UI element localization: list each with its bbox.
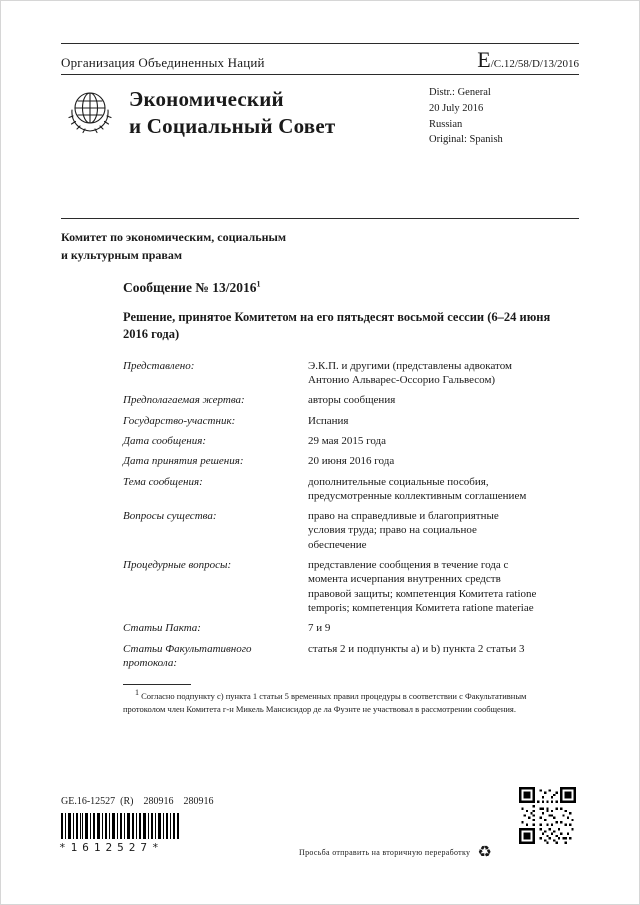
- committee-name-line1: Комитет по экономическим, социальным: [61, 230, 287, 244]
- footnote-text: Согласно подпункту c) пункта 1 статьи 5 временных правил процедуры в соответствии с Факультативным протоколом член Комитета г-н Микель Мансисидор де ла Фуэнте не участвовал в рассмотрении сообщения.: [123, 691, 527, 714]
- field-label: Процедурные вопросы:: [123, 559, 232, 572]
- field-row-alleged-victim: [123, 393, 579, 407]
- field-row-protocol-articles: [123, 642, 579, 671]
- masthead: [61, 83, 579, 148]
- field-label: Статьи Пакта:: [123, 622, 201, 635]
- distr-date: 20 July 2016: [429, 102, 484, 114]
- field-label: Представлено:: [123, 359, 195, 372]
- field-value: Э.К.П. и другими (представлены адвокатом Антонио Альварес-Оссорио Гальвесом): [308, 359, 512, 387]
- committee-name-line2: и культурным правам: [61, 248, 183, 262]
- decision-title: Решение, принятое Комитетом на его пятьдесят восьмой сессии (6–24 июня 2016 года): [123, 310, 551, 341]
- council-title-line1: Экономический: [129, 87, 284, 111]
- document-header: [61, 44, 579, 74]
- field-value: 20 июня 2016 года: [308, 455, 395, 468]
- field-row-substantive-issues: [123, 509, 579, 552]
- field-row-submitted: [123, 359, 579, 388]
- header-rule: [61, 74, 579, 75]
- footnote-marker: 1: [256, 279, 261, 289]
- field-label: Дата принятия решения:: [123, 455, 244, 468]
- council-title-line2: и Социальный Совет: [129, 113, 336, 138]
- footnote-number: 1: [135, 688, 139, 698]
- barcode: [61, 813, 181, 844]
- footnote-separator: [123, 684, 191, 685]
- document-symbol: [477, 49, 579, 71]
- communication-title: [123, 280, 579, 296]
- case-fields: [123, 359, 579, 670]
- field-value: авторы сообщения: [308, 394, 396, 407]
- distribution-block: [429, 83, 579, 148]
- field-value: 7 и 9: [308, 622, 331, 635]
- distr-type: Distr.: General: [429, 87, 491, 98]
- field-row-covenant-articles: [123, 621, 579, 635]
- field-row-state-party: [123, 414, 579, 428]
- document-symbol-rest: /C.12/58/D/13/2016: [490, 58, 579, 70]
- organization-name: Организация Объединенных Наций: [61, 55, 265, 70]
- footnote: [123, 690, 565, 716]
- communication-number: Сообщение № 13/2016: [123, 280, 257, 295]
- field-value: представление сообщения в течение года с момента исчерпания внутренних средств правовой защиты; компетенция Комитета ratione temporis; компетенция Комитета ratione materiae: [308, 559, 537, 614]
- page-content: [1, 1, 639, 716]
- recycle-notice: [299, 844, 492, 860]
- field-row-date-of-decision: [123, 454, 579, 468]
- field-value: право на справедливые и благоприятные условия труда; право на социальное обеспечение: [308, 510, 499, 551]
- field-row-procedural-issues: [123, 558, 579, 615]
- recycle-text: Просьба отправить на вторичную переработку: [299, 847, 471, 857]
- document-symbol-letter: E: [477, 47, 491, 72]
- council-title: [129, 83, 429, 148]
- document-body: [123, 280, 579, 670]
- distr-original: Original: Spanish: [429, 134, 503, 146]
- field-label: Дата сообщения:: [123, 434, 207, 447]
- barcode-text: *1612527*: [59, 841, 164, 854]
- field-label: Предполагаемая жертва:: [123, 394, 245, 407]
- field-value: Испания: [308, 414, 349, 427]
- field-row-date-of-communication: [123, 434, 579, 448]
- field-value: 29 мая 2015 года: [308, 434, 386, 447]
- field-row-subject: [123, 475, 579, 504]
- ge-number: GE.16-12527 (R) 280916 280916: [61, 796, 214, 807]
- field-label: Статьи Факультативного протокола:: [123, 642, 252, 669]
- field-label: Вопросы существа:: [123, 510, 217, 523]
- un-emblem-icon: [61, 83, 119, 141]
- committee-name: [61, 219, 579, 264]
- field-label: Тема сообщения:: [123, 475, 203, 488]
- distr-language: Russian: [429, 118, 463, 130]
- recycle-icon: ♻: [477, 842, 492, 861]
- field-value: дополнительные социальные пособия, предусмотренные коллективным соглашением: [308, 475, 527, 502]
- qr-code: [519, 787, 576, 844]
- field-label: Государство-участник:: [123, 414, 236, 427]
- field-value: статья 2 и подпункты a) и b) пункта 2 статьи 3: [308, 642, 525, 655]
